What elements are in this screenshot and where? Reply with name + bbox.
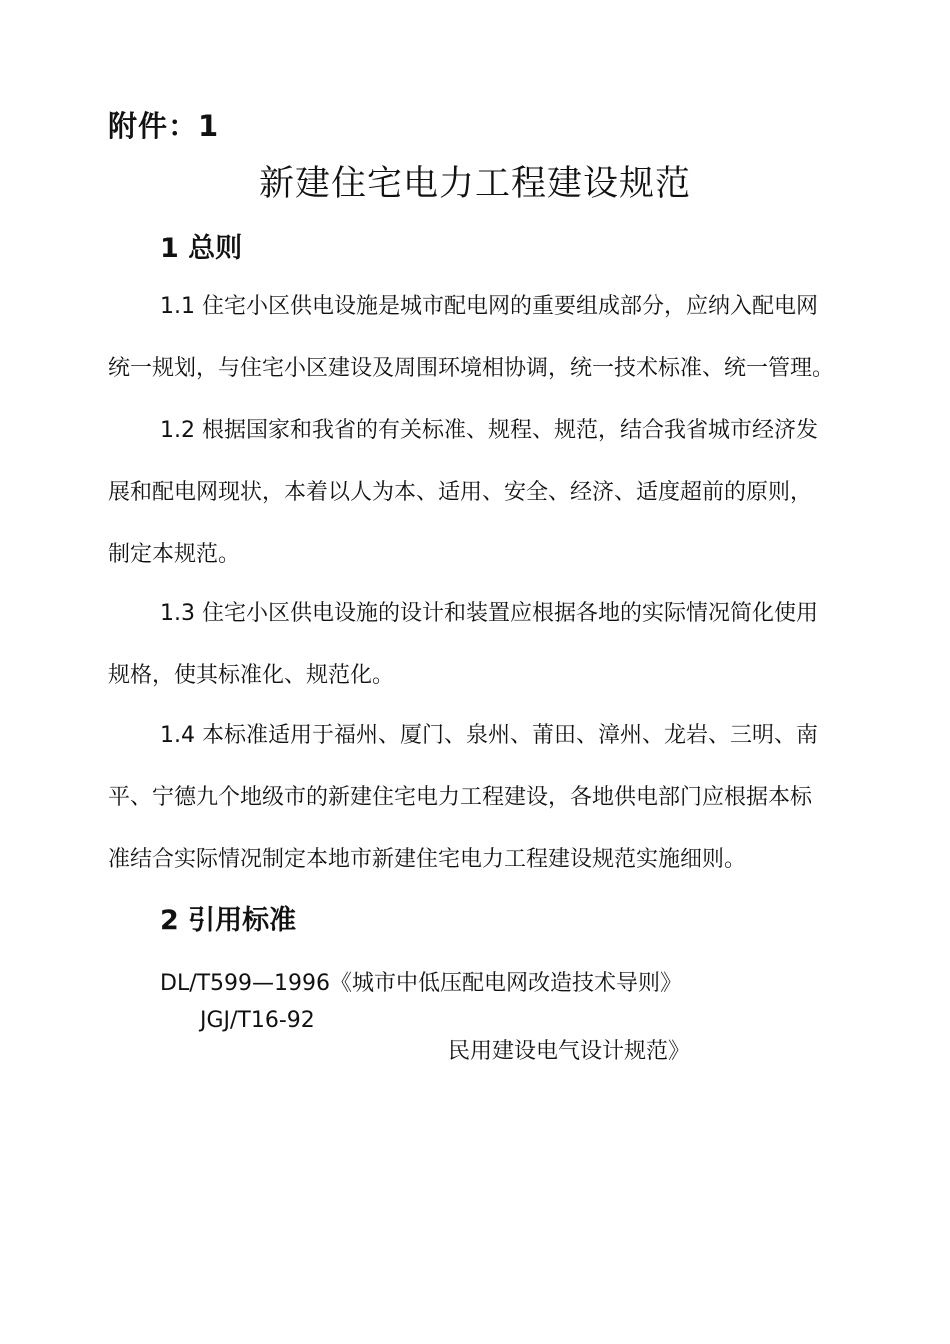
- paragraph-line: 规格，使其标准化、规范化。: [108, 663, 395, 688]
- paragraph-1-4: [108, 705, 868, 891]
- section-1-heading: 1 总则: [160, 233, 243, 264]
- paragraph-line: 1.3 住宅小区供电设施的设计和装置应根据各地的实际情况简化使用: [160, 601, 818, 626]
- reference-2-title: 民用建设电气设计规范》: [448, 1039, 691, 1064]
- document-title: 新建住宅电力工程建设规范: [258, 164, 691, 204]
- paragraph-line: 1.2 根据国家和我省的有关标准、规程、规范，结合我省城市经济发: [160, 418, 818, 443]
- paragraph-line: 1.1 住宅小区供电设施是城市配电网的重要组成部分，应纳入配电网: [160, 294, 818, 319]
- paragraph-line: 准结合实际情况制定本地市新建住宅电力工程建设规范实施细则。: [108, 847, 747, 872]
- paragraph-line: 展和配电网现状，本着以人为本、适用、安全、经济、适度超前的原则，: [108, 480, 813, 505]
- reference-1: DL/T599—1996《城市中低压配电网改造技术导则》: [160, 971, 683, 996]
- paragraph-line: 统一规划，与住宅小区建设及周围环境相协调，统一技术标准、统一管理。: [108, 356, 835, 381]
- paragraph-line: 制定本规范。: [108, 542, 241, 567]
- section-2-heading: 2 引用标准: [160, 905, 297, 936]
- paragraph-1-2: [108, 400, 868, 586]
- attachment-label: 附件：1: [108, 109, 220, 143]
- paragraph-1-1: [108, 276, 868, 400]
- paragraph-1-3: [108, 583, 868, 707]
- paragraph-line: 1.4 本标准适用于福州、厦门、泉州、莆田、漳州、龙岩、三明、南: [160, 723, 818, 748]
- reference-2-code: JGJ/T16-92: [200, 1008, 315, 1033]
- paragraph-line: 平、宁德九个地级市的新建住宅电力工程建设，各地供电部门应根据本标: [108, 785, 813, 810]
